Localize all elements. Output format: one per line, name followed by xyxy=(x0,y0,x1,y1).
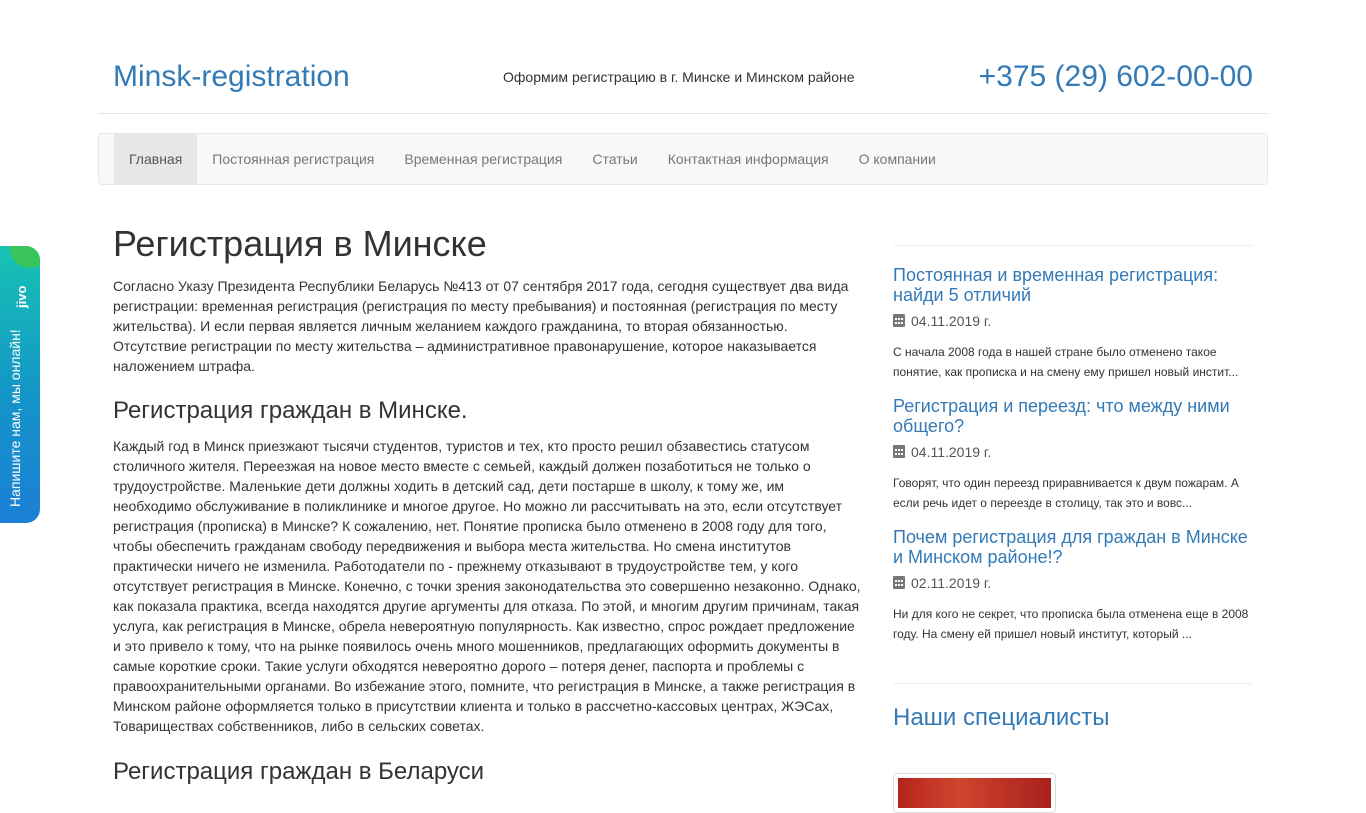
specialist-photo[interactable] xyxy=(893,773,1056,813)
calendar-icon xyxy=(893,576,905,589)
sidebar-post xyxy=(893,527,1253,644)
main-navbar xyxy=(98,133,1268,185)
specialists-heading[interactable]: Наши специалисты xyxy=(893,704,1110,731)
sidebar xyxy=(893,245,1253,813)
nav-item-home[interactable]: Главная xyxy=(114,134,197,184)
chat-widget-label[interactable]: Напишите нам, мы онлайн! xyxy=(7,329,23,507)
brand-link[interactable]: Minsk-registration xyxy=(113,60,350,93)
section-heading-belarus: Регистрация граждан в Беларуси xyxy=(113,758,485,785)
sidebar-post xyxy=(893,265,1253,382)
phone-link[interactable]: +375 (29) 602-00-00 xyxy=(978,60,1253,93)
intro-paragraph: Согласно Указу Президента Республики Беларусь №413 от 07 сентября 2017 года, сегодня существует два вида регистрации: временная регистрация (регистрация по месту пребывания) и постоянная (регистрация по месту жительства). И если первая является личным желанием каждого гражданина, то вторая обязанностью. Отсутствие регистрации по месту жительства – административное правонарушение, которое наказывается наложением штрафа. xyxy=(113,278,849,374)
nav-item-about[interactable]: О компании xyxy=(858,151,936,167)
header-tagline: Оформим регистрацию в г. Минске и Минском районе xyxy=(503,69,855,85)
post-excerpt: С начала 2008 года в нашей стране было отменено такое понятие, как прописка и на смену ему пришел новый инстит... xyxy=(893,345,1239,379)
nav-item-articles[interactable]: Статьи xyxy=(592,151,638,167)
page-title: Регистрация в Минске xyxy=(113,223,487,264)
post-excerpt: Ни для кого не секрет, что прописка была отменена еще в 2008 году. На смену ей пришел новый институт, который ... xyxy=(893,607,1249,641)
site-header xyxy=(98,0,1268,114)
post-title-link[interactable]: Постоянная и временная регистрация: найди 5 отличий xyxy=(893,265,1219,305)
post-excerpt: Говорят, что один переезд приравнивается к двум пожарам. А если речь идет о переезде в столицу, так это и вовс... xyxy=(893,476,1239,510)
jivo-logo-icon: jivo xyxy=(14,285,29,308)
sidebar-post xyxy=(893,396,1253,513)
chat-status-dot xyxy=(10,246,40,268)
nav-item-temporary-registration[interactable]: Временная регистрация xyxy=(404,151,563,167)
sidebar-divider xyxy=(893,683,1253,684)
main-content xyxy=(113,222,863,787)
post-date xyxy=(893,311,1253,331)
post-date-text: 04.11.2019 г. xyxy=(911,313,992,329)
post-date-text: 04.11.2019 г. xyxy=(911,444,992,460)
post-date xyxy=(893,442,1253,462)
section-paragraph-minsk: Каждый год в Минск приезжают тысячи студентов, туристов и тех, кто просто решил обзавестись статусом столичного жителя. Переезжая на новое место вместе с семьей, каждый должен позаботиться не только о трудоустройстве. Маленькие дети должны ходить в детский сад, дети постарше в школу, к тому же, им необходимо обслуживание в поликлинике и многое другое. Но можно ли рассчитывать на это, если отсутствует регистрация (прописка) в Минске? К сожалению, нет. Понятие прописка было отменено в 2008 году для того, чтобы обеспечить гражданам свободу передвижения и выбора места жительства. Но смена институтов практически ничего не изменила. Работодатели по - прежнему отказывают в трудоустройстве тем, у кого отсутствует регистрация в Минске. Конечно, с точки зрения законодательства это совершенно незаконно. Однако, как показала практика, всегда находятся другие аргументы для отказа. По этой, и многим другим причинам, такая услуга, как регистрация в Минске, обрела невероятную популярность. Как известно, спрос рождает предложение и это привело к тому, что на рынке появилось очень много мошенников, предлагающих оформить документы в самые короткие сроки. Такие услуги обходятся невероятно дорого – потеря денег, паспорта и проблемы с правоохранительными органами. Во избежание этого, помните, что регистрация в Минске, а также регистрация в Минском районе оформляется только в присутствии клиента и только в рассчетно-кассовых центрах, ЖЭСах, Товариществах собственников, либо в сельских советах. xyxy=(113,438,861,734)
nav-item-permanent-registration[interactable]: Постоянная регистрация xyxy=(212,151,375,167)
specialist-photo-image xyxy=(898,778,1051,808)
post-title-link[interactable]: Регистрация и переезд: что между ними общего? xyxy=(893,396,1230,436)
post-date xyxy=(893,573,1253,593)
post-date-text: 02.11.2019 г. xyxy=(911,575,992,591)
post-title-link[interactable]: Почем регистрация для граждан в Минске и Минском районе!? xyxy=(893,527,1248,567)
calendar-icon xyxy=(893,314,905,327)
calendar-icon xyxy=(893,445,905,458)
sidebar-divider xyxy=(893,245,1253,246)
section-heading-minsk: Регистрация граждан в Минске. xyxy=(113,397,468,424)
nav-item-contacts[interactable]: Контактная информация xyxy=(667,151,829,167)
nav-menu xyxy=(114,134,951,184)
